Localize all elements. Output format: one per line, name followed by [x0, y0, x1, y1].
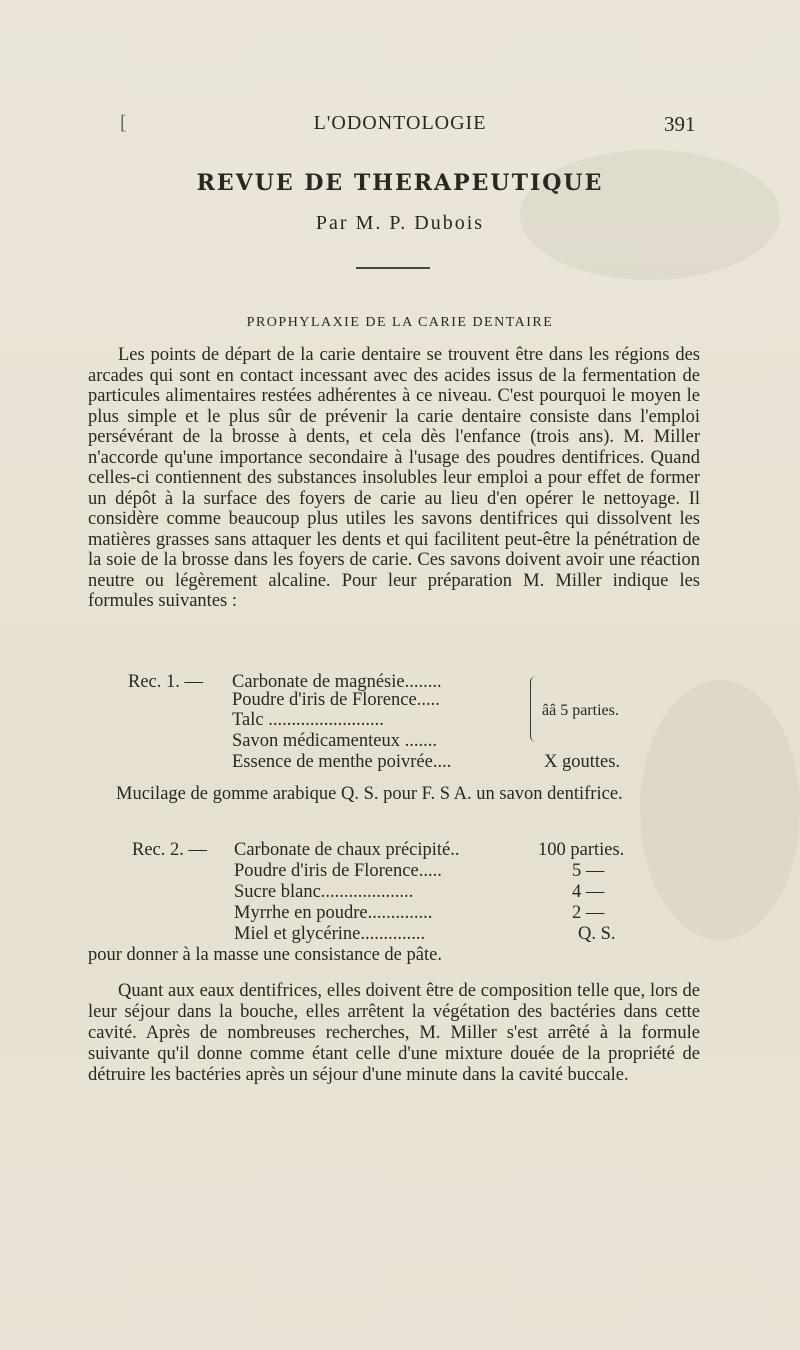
recipe-2-label: Rec. 2. — [132, 840, 208, 860]
paragraph-1-text: Les points de départ de la carie dentaire se trouvent être dans les régions des arcades qui sont en contact incessant avec des acides issus de la fermentation de particules alimentaires restées adhérentes à ce niveau. C'est pourquoi le moyen le plus simple et le plus sûr de prévenir la carie dentaire consiste dans l'emploi persévérant de la brosse à dents, et cela dès l'enfance (trois ans). M. Miller n'accorde qu'une importance secondaire à l'usage des poudres dentifrices. Quand celles-ci contiennent des substances insolubles leur emploi a pour effet de former un dépôt à la surface des foyers de carie au lieu d'en opérer le nettoyage. Il considère comme beaucoup plus utiles les savons dentifrices qui dissolvent les matières grasses sans attaquer les dents et qui facilitent peut-être la pénétration de la soie de la brosse dans les foyers de carie. Ces savons doivent avoir une réaction neutre ou légèrement alcaline. Pour leur préparation M. Miller indique les formules suivantes : [88, 345, 700, 611]
recipe-2-quantity: 5 — [572, 861, 605, 881]
paragraph-3-text: Quant aux eaux dentifrices, elles doivent être de composition telle que, lors de leur séjour dans la bouche, elles arrêtent la végétation des bactéries dans cette cavité. Après de nombreuses recherches, M. Miller s'est arrêté à la formule suivante qu'il donne comme étant celle d'une mixture douée de la propriété de détruire les bactéries après un séjour d'une minute dans la cavité buccale. [88, 981, 700, 1085]
byline: Par M. P. Dubois [315, 212, 485, 234]
running-title: L'ODONTOLOGIE [313, 112, 487, 134]
paragraph-2 [88, 784, 700, 805]
recipe-2-quantity: 2 — [572, 903, 605, 923]
recipe-1-drops: X gouttes. [544, 752, 621, 772]
page-number: 391 [664, 112, 696, 136]
recipe-1-brace-quantity: ââ 5 parties. [542, 702, 619, 719]
left-margin-mark: [ [120, 112, 127, 134]
bleed-through-stain [640, 680, 800, 940]
recipe-2-item: Miel et glycérine.............. [234, 924, 426, 944]
recipe-1-label: Rec. 1. — [128, 672, 204, 692]
recipe-2-item: Myrrhe en poudre.............. [234, 903, 433, 923]
recipe-1-item: Essence de menthe poivrée.... [232, 752, 452, 772]
recipe-1-item: Carbonate de magnésie........ [232, 672, 442, 692]
recipe-1-item: Talc ......................... [232, 710, 384, 730]
paragraph-3 [88, 981, 700, 1086]
paragraph-2-text: Mucilage de gomme arabique Q. S. pour F. S A. un savon dentifrice. [116, 784, 623, 804]
article-title: REVUE DE THERAPEUTIQUE [196, 170, 604, 196]
section-title: PROPHYLAXIE DE LA CARIE DENTAIRE [246, 315, 554, 330]
recipe-2-quantity: 4 — [572, 882, 605, 902]
recipe-2-item: Poudre d'iris de Florence..... [234, 861, 442, 881]
recipe-1-brace [530, 676, 539, 742]
title-rule [356, 267, 430, 269]
recipe-2-quantity: Q. S. [578, 924, 616, 944]
paragraph-1 [88, 345, 700, 612]
recipe-2-item: Sucre blanc.................... [234, 882, 414, 902]
recipe-2-closing: pour donner à la masse une consistance de pâte. [88, 945, 442, 965]
recipe-2-quantity: 100 parties. [538, 840, 625, 860]
recipe-1-item: Savon médicamenteux ....... [232, 731, 437, 751]
recipe-2-item: Carbonate de chaux précipité.. [234, 840, 460, 860]
recipe-1-item: Poudre d'iris de Florence..... [232, 690, 440, 710]
